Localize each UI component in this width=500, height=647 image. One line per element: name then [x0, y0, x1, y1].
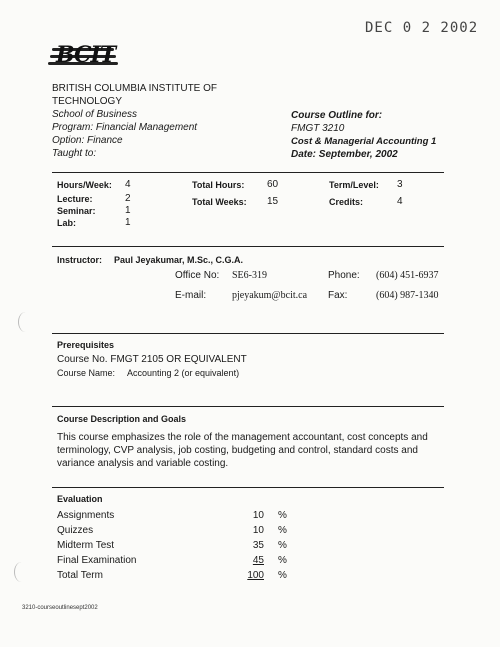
- eval-percent: %: [278, 555, 287, 566]
- divider: [52, 406, 444, 407]
- eval-label-total: Total Term: [57, 570, 103, 581]
- outline-label: Course Outline for:: [291, 110, 383, 121]
- bcit-logo: [46, 38, 126, 74]
- taught-to: Taught to:: [52, 148, 97, 159]
- office-value: SE6-319: [232, 270, 267, 281]
- fax-label: Fax:: [328, 290, 348, 301]
- office-label: Office No:: [175, 270, 220, 281]
- instructor-label: Instructor:: [57, 255, 102, 265]
- eval-percent: %: [278, 540, 287, 551]
- phone-value: (604) 451-6937: [376, 270, 439, 281]
- email-label: E-mail:: [175, 290, 207, 301]
- received-date-stamp: DEC 0 2 2002: [365, 20, 479, 36]
- divider: [52, 487, 444, 488]
- description-line: This course emphasizes the role of the management accountant, cost concepts and: [57, 432, 428, 443]
- prerequisites-title: Prerequisites: [57, 340, 115, 350]
- instructor-name: Paul Jeyakumar, M.Sc., C.G.A.: [114, 255, 244, 265]
- lab-label: Lab:: [57, 218, 76, 228]
- course-code: FMGT 3210: [291, 123, 345, 134]
- eval-value-final-exam: 45: [252, 555, 264, 566]
- email-value: pjeyakum@bcit.ca: [232, 290, 308, 301]
- eval-label-assignments: Assignments: [57, 510, 115, 521]
- lecture-label: Lecture:: [57, 194, 93, 204]
- description-line: variance analysis and variable costing.: [57, 458, 229, 469]
- divider: [52, 333, 444, 334]
- header-right: [291, 109, 491, 161]
- total-weeks-label: Total Weeks:: [192, 197, 247, 207]
- option-name: Option: Finance: [52, 135, 123, 146]
- description-title: Course Description and Goals: [57, 414, 187, 424]
- eval-label-final-exam: Final Examination: [57, 555, 137, 566]
- institution-line1: BRITISH COLUMBIA INSTITUTE OF: [52, 83, 218, 94]
- divider: [52, 172, 444, 173]
- phone-label: Phone:: [328, 270, 360, 281]
- institution-line2: TECHNOLOGY: [52, 96, 123, 107]
- lecture-value: 2: [125, 193, 131, 204]
- total-hours-label: Total Hours:: [192, 180, 245, 190]
- term-level-value: 3: [397, 179, 403, 190]
- eval-value-quizzes: 10: [252, 525, 264, 536]
- seminar-value: 1: [125, 205, 131, 216]
- term-level-label: Term/Level:: [329, 180, 379, 190]
- eval-value-assignments: 10: [252, 510, 264, 521]
- prerequisite-name-label: Course Name:: [57, 368, 116, 378]
- description-line: terminology, CVP analysis, job costing, budgeting and control, standard costs and: [57, 445, 418, 456]
- header-left: [52, 82, 252, 160]
- eval-percent: %: [278, 525, 287, 536]
- hours-week-value: 4: [125, 179, 131, 190]
- credits-label: Credits:: [329, 197, 364, 207]
- eval-percent: %: [278, 510, 287, 521]
- hours-week-label: Hours/Week:: [57, 180, 112, 190]
- description-text: [57, 431, 452, 470]
- punch-hole-mark: [18, 312, 33, 332]
- total-hours-value: 60: [267, 179, 279, 190]
- program-name: Program: Financial Management: [52, 122, 198, 133]
- logo-text: BCIT: [56, 42, 116, 68]
- lab-value: 1: [125, 217, 131, 228]
- divider: [52, 246, 444, 247]
- eval-percent: %: [278, 570, 287, 581]
- punch-hole-mark: [14, 562, 29, 582]
- eval-label-quizzes: Quizzes: [57, 525, 94, 536]
- prerequisite-course: Course No. FMGT 2105 OR EQUIVALENT: [57, 354, 247, 365]
- total-weeks-value: 15: [267, 196, 279, 207]
- prerequisite-name-value: Accounting 2 (or equivalent): [127, 368, 240, 378]
- eval-value-total: 100: [247, 570, 264, 581]
- school-name: School of Business: [52, 109, 138, 120]
- course-title: Cost & Managerial Accounting 1: [291, 136, 437, 147]
- credits-value: 4: [397, 196, 403, 207]
- seminar-label: Seminar:: [57, 206, 96, 216]
- footer-filename: 3210-courseoutlinesept2002: [22, 605, 98, 611]
- eval-label-midterm: Midterm Test: [57, 540, 115, 551]
- eval-value-midterm: 35: [252, 540, 264, 551]
- fax-value: (604) 987-1340: [376, 290, 439, 301]
- evaluation-title: Evaluation: [57, 494, 103, 504]
- outline-date: Date: September, 2002: [291, 149, 398, 160]
